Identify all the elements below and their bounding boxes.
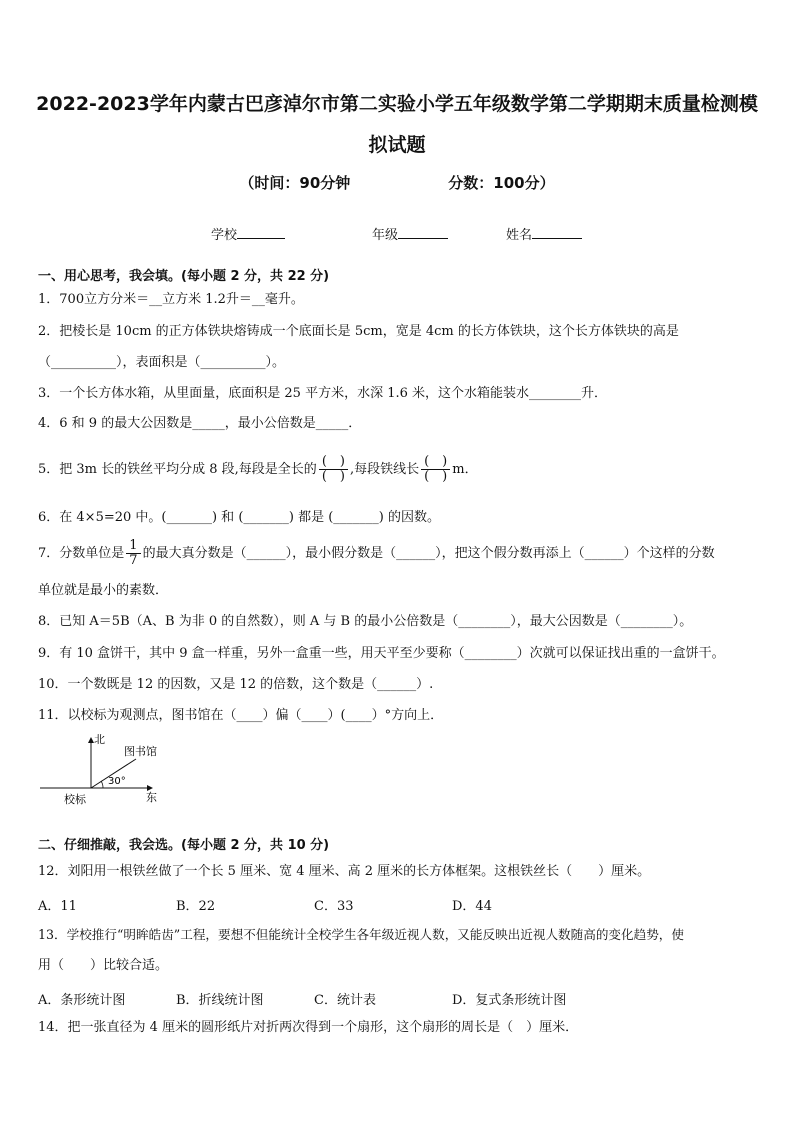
question-13-line2: 用（ ）比较合适。 xyxy=(38,958,169,973)
q13-option-c[interactable]: C．统计表 xyxy=(314,993,376,1008)
q12-option-c[interactable]: C．33 xyxy=(314,899,354,914)
question-9: 9．有 10 盒饼干，其中 9 盒一样重，另外一盒重一些，用天平至少要称（________）次就可以保证找出重的一盒饼干。 xyxy=(38,646,725,661)
question-14: 14．把一张直径为 4 厘米的圆形纸片对折两次得到一个扇形，这个扇形的周长是（ ）厘米． xyxy=(38,1020,579,1035)
exam-meta xyxy=(0,172,794,193)
question-12: 12．刘阳用一根铁丝做了一个长 5 厘米、宽 4 厘米、高 2 厘米的长方体框架。这根铁丝长（ ）厘米。 xyxy=(38,864,651,879)
fraction-blank-2-num: ( ) xyxy=(424,454,448,469)
school-field xyxy=(211,224,285,243)
exam-title-line2: 拟试题 xyxy=(368,134,426,156)
school-blank[interactable] xyxy=(237,226,285,239)
question-5 xyxy=(38,452,478,488)
question-7-text-b: 的最大真分数是（______），最小假分数是（______），把这个假分数再添上（______）个这样的分数 xyxy=(142,546,715,561)
question-5-text-c: m． xyxy=(452,462,478,477)
question-2-line2: （__________），表面积是（__________）。 xyxy=(38,355,286,370)
question-13-line1: 13．学校推行“明眸皓齿”工程，要想不但能统计全校学生各年级近视人数，又能反映出近视人数随高的变化趋势，使 xyxy=(38,927,684,942)
fraction-blank-2[interactable] xyxy=(421,455,450,484)
name-blank[interactable] xyxy=(532,226,582,239)
section2-heading: 二、仔细推敲，我会选。(每小题 2 分，共 10 分) xyxy=(38,838,330,853)
section1-heading: 一、用心思考，我会填。(每小题 2 分，共 22 分) xyxy=(38,269,330,284)
fraction-blank-1[interactable] xyxy=(319,455,348,484)
library-label: 图书馆 xyxy=(124,745,157,758)
direction-diagram xyxy=(34,730,174,810)
q12-option-a[interactable]: A．11 xyxy=(38,899,77,914)
question-11: 11．以校标为观测点，图书馆在（____）偏（____）(____）°方向上． xyxy=(38,708,444,723)
exam-score: 分数：100分） xyxy=(448,174,555,192)
name-field xyxy=(506,224,582,243)
exam-time: （时间：90分钟 xyxy=(239,174,351,192)
fraction-denominator: 7 xyxy=(129,553,138,568)
fraction-one-seventh xyxy=(126,539,140,568)
fraction-blank-1-den: ( ) xyxy=(321,469,345,484)
question-7-line1 xyxy=(38,537,715,571)
grade-label: 年级 xyxy=(372,228,399,243)
question-4: 4．6 和 9 的最大公因数是_____，最小公倍数是_____． xyxy=(38,416,362,431)
question-1: 1．700立方分米＝__立方米 1.2升＝__毫升。 xyxy=(38,292,304,307)
fraction-blank-1-num: ( ) xyxy=(321,454,345,469)
question-6: 6．在 4×5=20 中。(_______) 和 (_______) 都是 (_______) 的因数。 xyxy=(38,510,440,525)
east-label: 东 xyxy=(146,791,157,804)
question-7-text-a: 7．分数单位是 xyxy=(38,546,125,561)
angle-label: 30° xyxy=(108,776,126,787)
origin-label: 校标 xyxy=(64,793,86,806)
grade-blank[interactable] xyxy=(398,226,448,239)
exam-title-line1: 2022-2023学年内蒙古巴彦淖尔市第二实验小学五年级数学第二学期期末质量检测模 xyxy=(36,93,758,115)
question-7-line2: 单位就是最小的素数． xyxy=(38,583,169,598)
q13-option-a[interactable]: A．条形统计图 xyxy=(38,993,126,1008)
grade-field xyxy=(372,224,448,243)
q13-option-d[interactable]: D．复式条形统计图 xyxy=(452,993,567,1008)
north-label: 北 xyxy=(94,733,105,746)
question-8: 8．已知 A＝5B（A、B 为非 0 的自然数），则 A 与 B 的最小公倍数是（________），最大公因数是（________）。 xyxy=(38,614,693,629)
q12-option-b[interactable]: B．22 xyxy=(176,899,216,914)
q13-option-b[interactable]: B．折线统计图 xyxy=(176,993,264,1008)
name-label: 姓名 xyxy=(506,228,533,243)
question-2-line1: 2．把棱长是 10cm 的正方体铁块熔铸成一个底面长是 5cm，宽是 4cm 的长方体铁块，这个长方体铁块的高是 xyxy=(38,324,679,339)
angle-arc xyxy=(101,781,103,788)
school-label: 学校 xyxy=(211,228,238,243)
question-10: 10．一个数既是 12 的因数，又是 12 的倍数，这个数是（______）. xyxy=(38,677,434,692)
fraction-numerator: 1 xyxy=(129,538,138,553)
question-5-text-b: ,每段铁线长 xyxy=(349,462,420,477)
q12-option-d[interactable]: D．44 xyxy=(452,899,492,914)
question-3: 3．一个长方体水箱，从里面量，底面积是 25 平方米，水深 1.6 米，这个水箱能装水________升． xyxy=(38,386,608,401)
question-5-text-a: 5．把 3m 长的铁丝平均分成 8 段,每段是全长的 xyxy=(38,462,317,477)
fraction-blank-2-den: ( ) xyxy=(424,469,448,484)
